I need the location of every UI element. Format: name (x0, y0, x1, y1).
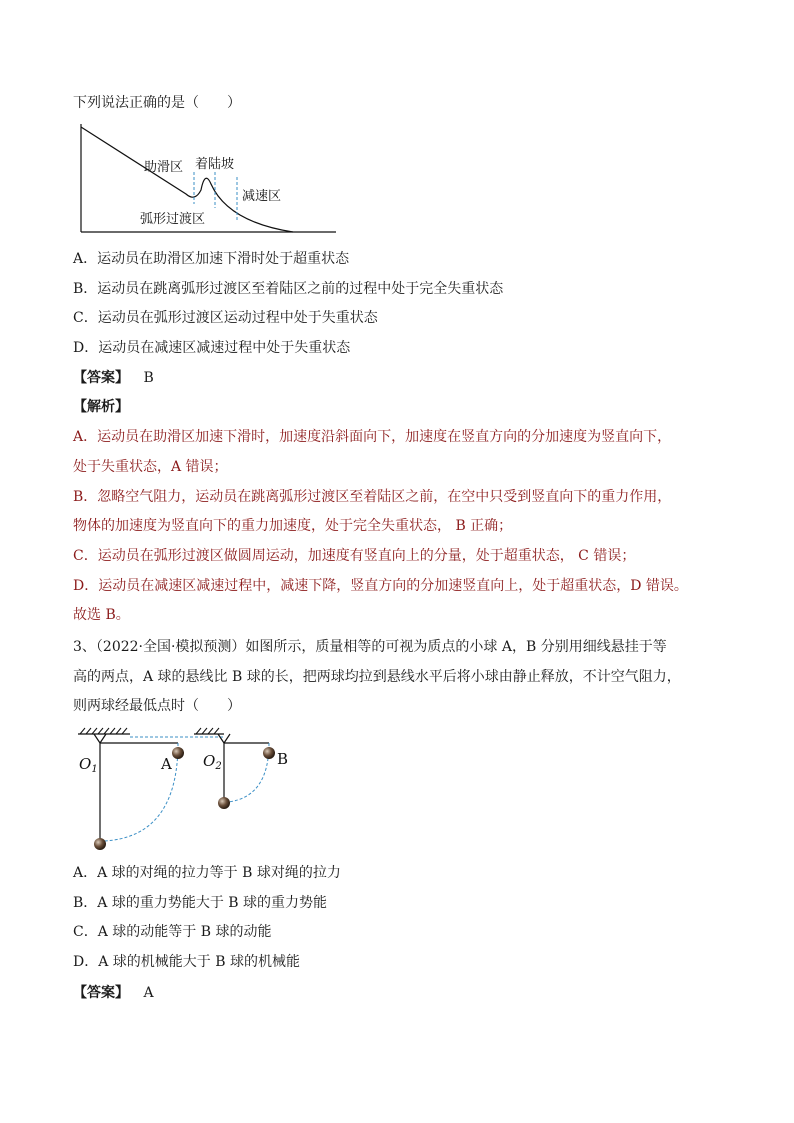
ball-a-start (172, 747, 184, 759)
q2-answer-label: 【答案】 (73, 370, 129, 386)
q2-analysis-line-3: B．忽略空气阻力，运动员在跳离弧形过渡区至着陆区之前，在空中只受到竖直向下的重力作用， (73, 489, 672, 505)
ceiling-1-hatch (80, 728, 127, 734)
support-2 (218, 734, 230, 743)
ceiling-2-hatch (196, 728, 219, 734)
q2-analysis-line-5: C．运动员在弧形过渡区做圆周运动，加速度有竖直向上的分量，处于超重状态， C 错误； (73, 548, 636, 564)
label-b: B (277, 750, 289, 768)
q3-answer-line (73, 983, 738, 1003)
support-1 (94, 734, 106, 743)
ball-a-bottom (94, 838, 106, 850)
q2-option-d: D．运动员在减速区减速过程中处于失重状态 (73, 340, 351, 356)
q2-analysis-line-2: 处于失重状态，A 错误； (73, 459, 228, 475)
label-a: A (161, 755, 172, 773)
q3-stem-line-2: 高的两点，A 球的悬线比 B 球的长，把两球均拉到悬线水平后将小球由静止释放，不计空气阻力， (73, 669, 681, 685)
ball-b-bottom (218, 797, 230, 809)
label-o1: $O_1$ (79, 755, 98, 775)
q3-answer-value: A (143, 985, 154, 1001)
q2-option-c: C．运动员在弧形过渡区运动过程中处于失重状态 (73, 310, 378, 326)
q2-option-a: A．运动员在助滑区加速下滑时处于超重状态 (73, 251, 350, 267)
q2-analysis-line-6: D．运动员在减速区减速过程中，减速下降，竖直方向的分加速竖直向上，处于超重状态，D 错误。 (73, 578, 688, 594)
q3-option-d: D．A 球的机械能大于 B 球的机械能 (73, 954, 300, 970)
q3-answer-label: 【答案】 (73, 985, 129, 1001)
label-zhuhua: 助滑区 (144, 160, 184, 175)
q2-stem: 下列说法正确的是（ ） (73, 95, 241, 111)
q2-analysis-label: 【解析】 (73, 399, 129, 415)
label-huxing: 弧形过渡区 (140, 212, 206, 227)
ski-slope-figure (78, 122, 340, 236)
q2-answer-value: B (143, 370, 154, 386)
q2-option-b: B．运动员在跳离弧形过渡区至着陆区之前的过程中处于完全失重状态 (73, 281, 504, 297)
label-zhuolu: 着陆坡 (195, 157, 235, 172)
label-o2: $O_2$ (203, 752, 222, 772)
q3-stem-line-3: 则两球经最低点时（ ） (73, 698, 241, 714)
q2-answer-line (73, 368, 738, 388)
q3-option-a: A．A 球的对绳的拉力等于 B 球对绳的拉力 (73, 865, 341, 881)
q2-analysis-line-4: 物体的加速度为竖直向下的重力加速度，处于完全失重状态， B 正确； (73, 518, 513, 534)
q2-analysis-line-7: 故选 B。 (73, 607, 130, 623)
q3-option-c: C．A 球的动能等于 B 球的动能 (73, 924, 272, 940)
ball-b-start (263, 747, 275, 759)
q3-stem-line-1: 3、（2022·全国·模拟预测）如图所示，质量相等的可视为质点的小球 A，B 分别用细线悬挂于等 (73, 639, 667, 655)
label-jiansu: 减速区 (242, 189, 282, 204)
q2-analysis-line-1: A．运动员在助滑区加速下滑时，加速度沿斜面向下，加速度在竖直方向的分加速度为竖直向下， (73, 429, 672, 445)
pendulum-figure (74, 727, 300, 853)
q3-option-b: B．A 球的重力势能大于 B 球的重力势能 (73, 895, 328, 911)
path-b-arc (228, 743, 269, 802)
